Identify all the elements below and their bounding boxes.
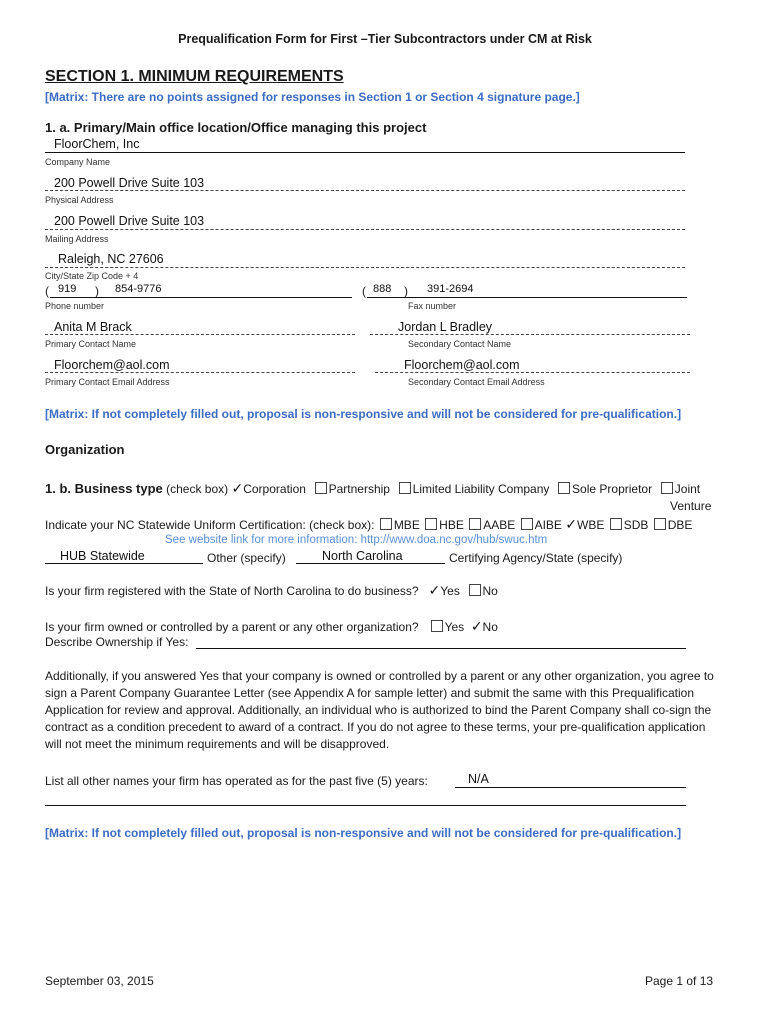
primary-email-field[interactable]: Floorchem@aol.com bbox=[54, 358, 170, 372]
primary-email-label: Primary Contact Email Address bbox=[45, 377, 170, 387]
primary-contact-underline bbox=[45, 334, 355, 335]
certification-row bbox=[45, 516, 692, 533]
checkbox-aibe[interactable] bbox=[521, 518, 533, 530]
city-state-zip-field[interactable]: Raleigh, NC 27606 bbox=[58, 252, 164, 266]
business-type-hint: (check box) bbox=[166, 482, 229, 496]
registered-question: Is your firm registered with the State of North Carolina to do business? bbox=[45, 584, 419, 598]
certification-label: Indicate your NC Statewide Uniform Certification: (check box): bbox=[45, 518, 375, 532]
secondary-contact-field[interactable]: Jordan L Bradley bbox=[398, 320, 493, 334]
checkmark-icon[interactable]: ✓ bbox=[470, 618, 483, 634]
matrix-note-section1: [Matrix: There are no points assigned for responses in Section 1 or Section 4 signature page.] bbox=[45, 90, 580, 104]
mailing-address-field[interactable]: 200 Powell Drive Suite 103 bbox=[54, 214, 205, 228]
fax-underline bbox=[367, 297, 687, 298]
option-corporation: Corporation bbox=[243, 482, 306, 496]
registered-row bbox=[45, 582, 498, 599]
mailing-address-underline bbox=[45, 229, 685, 230]
primary-email-underline bbox=[45, 372, 355, 373]
footer-page-number: Page 1 of 13 bbox=[645, 974, 714, 988]
primary-contact-label: Primary Contact Name bbox=[45, 339, 137, 349]
phone-label: Phone number bbox=[45, 301, 105, 311]
matrix-note-organization: [Matrix: If not completely filled out, proposal is non-responsive and will not be considered for pre-qualification.] bbox=[45, 407, 682, 421]
organization-title: Organization bbox=[45, 442, 125, 457]
checkbox-joint-venture[interactable] bbox=[661, 482, 673, 494]
phone-underline bbox=[50, 297, 352, 298]
physical-address-field[interactable]: 200 Powell Drive Suite 103 bbox=[54, 176, 205, 190]
other-names-field[interactable]: N/A bbox=[468, 772, 489, 786]
option-sole-proprietor: Sole Proprietor bbox=[572, 482, 653, 496]
option-aabe: AABE bbox=[483, 518, 516, 532]
fax-number-field[interactable]: 391-2694 bbox=[427, 283, 474, 295]
secondary-email-field[interactable]: Floorchem@aol.com bbox=[404, 358, 520, 372]
owned-no: No bbox=[482, 620, 498, 634]
checkbox-registered-no[interactable] bbox=[469, 584, 481, 596]
checkbox-dbe[interactable] bbox=[654, 518, 666, 530]
business-type-label: 1. b. Business type bbox=[45, 481, 163, 496]
company-name-label: Company Name bbox=[45, 157, 111, 167]
option-hbe: HBE bbox=[439, 518, 464, 532]
company-name-underline bbox=[45, 152, 685, 153]
state-underline bbox=[296, 563, 445, 564]
phone-area-close-paren: ) bbox=[95, 284, 99, 298]
secondary-email-label: Secondary Contact Email Address bbox=[408, 377, 545, 387]
certifying-agency-label: Certifying Agency/State (specify) bbox=[449, 551, 623, 565]
other-names-label: List all other names your firm has operated as for the past five (5) years: bbox=[45, 774, 428, 788]
matrix-note-other-names: [Matrix: If not completely filled out, proposal is non-responsive and will not be considered for pre-qualification.] bbox=[45, 826, 682, 840]
owned-row bbox=[45, 618, 498, 635]
business-type-row bbox=[45, 480, 700, 497]
physical-address-label: Physical Address bbox=[45, 195, 114, 205]
other-names-underline bbox=[455, 787, 686, 788]
checkbox-mbe[interactable] bbox=[380, 518, 392, 530]
option-mbe: MBE bbox=[393, 518, 420, 532]
option-aibe: AIBE bbox=[534, 518, 562, 532]
option-joint: Joint bbox=[674, 482, 701, 496]
fax-area-open-paren: ( bbox=[362, 284, 366, 298]
phone-number-field[interactable]: 854-9776 bbox=[115, 283, 162, 295]
section-title: SECTION 1. MINIMUM REQUIREMENTS bbox=[45, 68, 344, 85]
other-specify-label: Other (specify) bbox=[207, 551, 286, 565]
checkbox-partnership[interactable] bbox=[315, 482, 327, 494]
checkmark-icon[interactable]: ✓ bbox=[231, 480, 244, 496]
option-venture: Venture bbox=[670, 499, 712, 513]
city-state-zip-underline bbox=[45, 267, 685, 268]
owned-question: Is your firm owned or controlled by a parent or any other organization? bbox=[45, 620, 419, 634]
footer-date: September 03, 2015 bbox=[45, 974, 154, 988]
secondary-contact-underline bbox=[370, 334, 690, 335]
checkmark-icon[interactable]: ✓ bbox=[428, 582, 441, 598]
describe-ownership-field[interactable] bbox=[196, 648, 686, 649]
option-dbe: DBE bbox=[667, 518, 693, 532]
option-llc: Limited Liability Company bbox=[412, 482, 550, 496]
mailing-address-label: Mailing Address bbox=[45, 234, 109, 244]
fax-area-close-paren: ) bbox=[404, 284, 408, 298]
checkmark-icon[interactable]: ✓ bbox=[565, 516, 577, 532]
option-wbe: WBE bbox=[577, 518, 605, 532]
checkbox-llc[interactable] bbox=[399, 482, 411, 494]
owned-yes: Yes bbox=[444, 620, 465, 634]
checkbox-sdb[interactable] bbox=[610, 518, 622, 530]
swuc-website-link[interactable]: See website link for more information: http://www.doa.nc.gov/hub/swuc.htm bbox=[165, 534, 548, 546]
fax-label: Fax number bbox=[408, 301, 457, 311]
question-1a-title: 1. a. Primary/Main office location/Office managing this project bbox=[45, 120, 427, 135]
option-sdb: SDB bbox=[623, 518, 649, 532]
checkbox-owned-yes[interactable] bbox=[431, 620, 443, 632]
company-name-field[interactable]: FloorChem, Inc bbox=[54, 137, 140, 151]
option-partnership: Partnership bbox=[328, 482, 390, 496]
secondary-email-underline bbox=[375, 372, 690, 373]
phone-area-open-paren: ( bbox=[45, 284, 49, 298]
phone-area-code-field[interactable]: 919 bbox=[58, 283, 77, 295]
registered-yes: Yes bbox=[440, 584, 460, 598]
registered-no: No bbox=[482, 584, 498, 598]
hub-underline bbox=[45, 563, 203, 564]
checkbox-hbe[interactable] bbox=[425, 518, 437, 530]
physical-address-underline bbox=[45, 190, 685, 191]
certifying-state-field[interactable]: North Carolina bbox=[322, 549, 403, 563]
fax-area-code-field[interactable]: 888 bbox=[373, 283, 392, 295]
describe-ownership-label: Describe Ownership if Yes: bbox=[45, 635, 189, 649]
hub-certification-field[interactable]: HUB Statewide bbox=[60, 549, 145, 563]
primary-contact-field[interactable]: Anita M Brack bbox=[54, 320, 132, 334]
other-names-second-line[interactable] bbox=[45, 805, 686, 806]
parent-guarantee-paragraph: Additionally, if you answered Yes that your company is owned or controlled by a parent or any other organization, you agree to sign a Parent Company Guarantee Letter (see Appendix A for sample letter) and submit the same with this Prequalification Application for review and approval. Additionally, an individual who is authorized to bind the Parent Company shall co-sign the contract as a condition precedent to award of a contract. If you do not agree to these terms, your pre-qualification application will not meet the minimum requirements and will be disapproved. bbox=[45, 669, 714, 751]
document-header: Prequalification Form for First –Tier Subcontractors under CM at Risk bbox=[178, 32, 592, 46]
secondary-contact-label: Secondary Contact Name bbox=[408, 339, 512, 349]
checkbox-aabe[interactable] bbox=[469, 518, 481, 530]
checkbox-sole-proprietor[interactable] bbox=[558, 482, 570, 494]
city-state-zip-label: City/State Zip Code + 4 bbox=[45, 271, 139, 281]
